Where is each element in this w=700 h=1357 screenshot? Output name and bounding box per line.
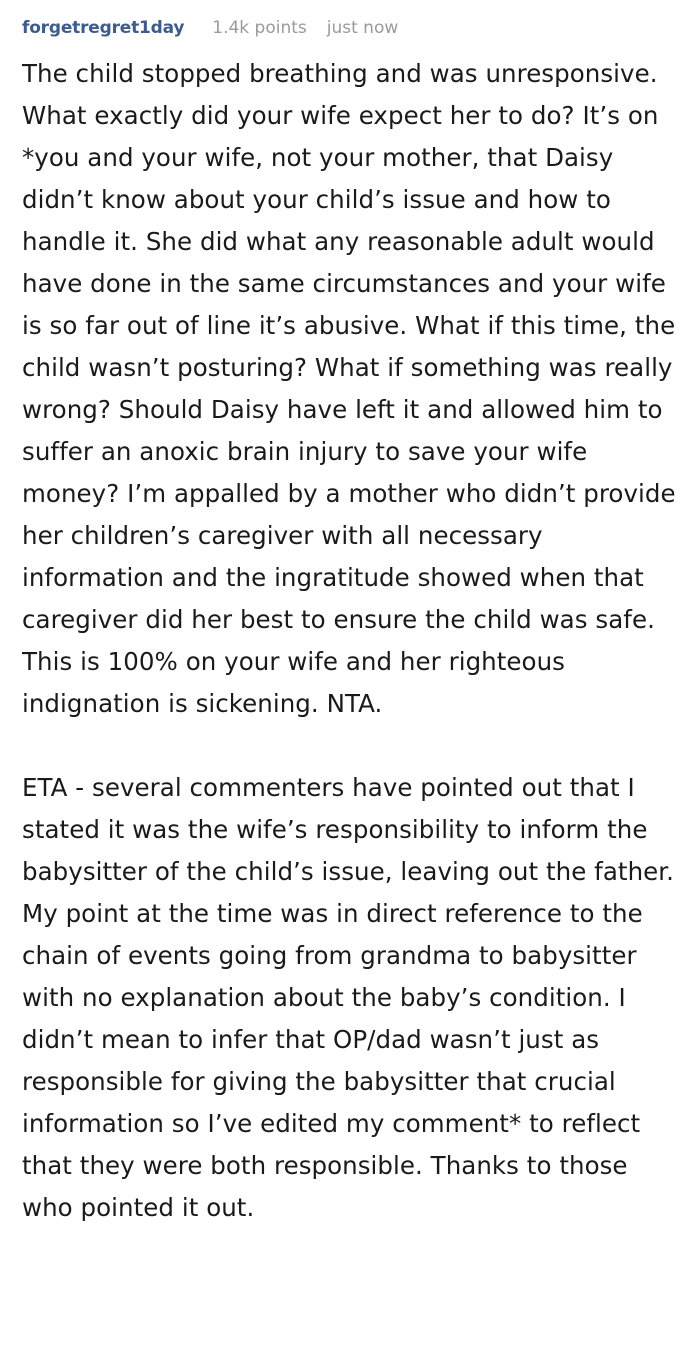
timestamp: just now bbox=[326, 18, 399, 38]
username-link[interactable]: forgetregret1day bbox=[22, 18, 185, 38]
comment-meta bbox=[22, 18, 682, 44]
comment-paragraph: ETA - several commenters have pointed out that I stated it was the wife’s responsibility to inform the babysitter of the child’s issue, leaving out the father. My point at the time was in direct reference to the chain of events going from grandma to babysitter with no explanation about the baby’s condition. I didn’t mean to infer that OP/dad wasn’t just as responsible for giving the babysitter that crucial information so I’ve edited my comment* to reflect that they were both responsible. Thanks to those who pointed it out. bbox=[22, 773, 674, 1222]
comment bbox=[22, 18, 682, 1229]
paragraph-spacer bbox=[22, 725, 682, 767]
points-count: 1.4k points bbox=[212, 18, 307, 38]
comment-paragraph: The child stopped breathing and was unresponsive. What exactly did your wife expect her to do? It’s on *you and your wife, not your mother, that Daisy didn’t know about your child’s issue and how to handle it. She did what any reasonable adult would have done in the same circumstances and your wife is so far out of line it’s abusive. What if this time, the child wasn’t posturing? What if something was really wrong? Should Daisy have left it and allowed him to suffer an anoxic brain injury to save your wife money? I’m appalled by a mother who didn’t provide her children’s caregiver with all necessary information and the ingratitude showed when that caregiver did her best to ensure the child was safe. This is 100% on your wife and her righteous indignation is sickening. NTA. bbox=[22, 59, 676, 718]
comment-body bbox=[22, 53, 682, 1229]
